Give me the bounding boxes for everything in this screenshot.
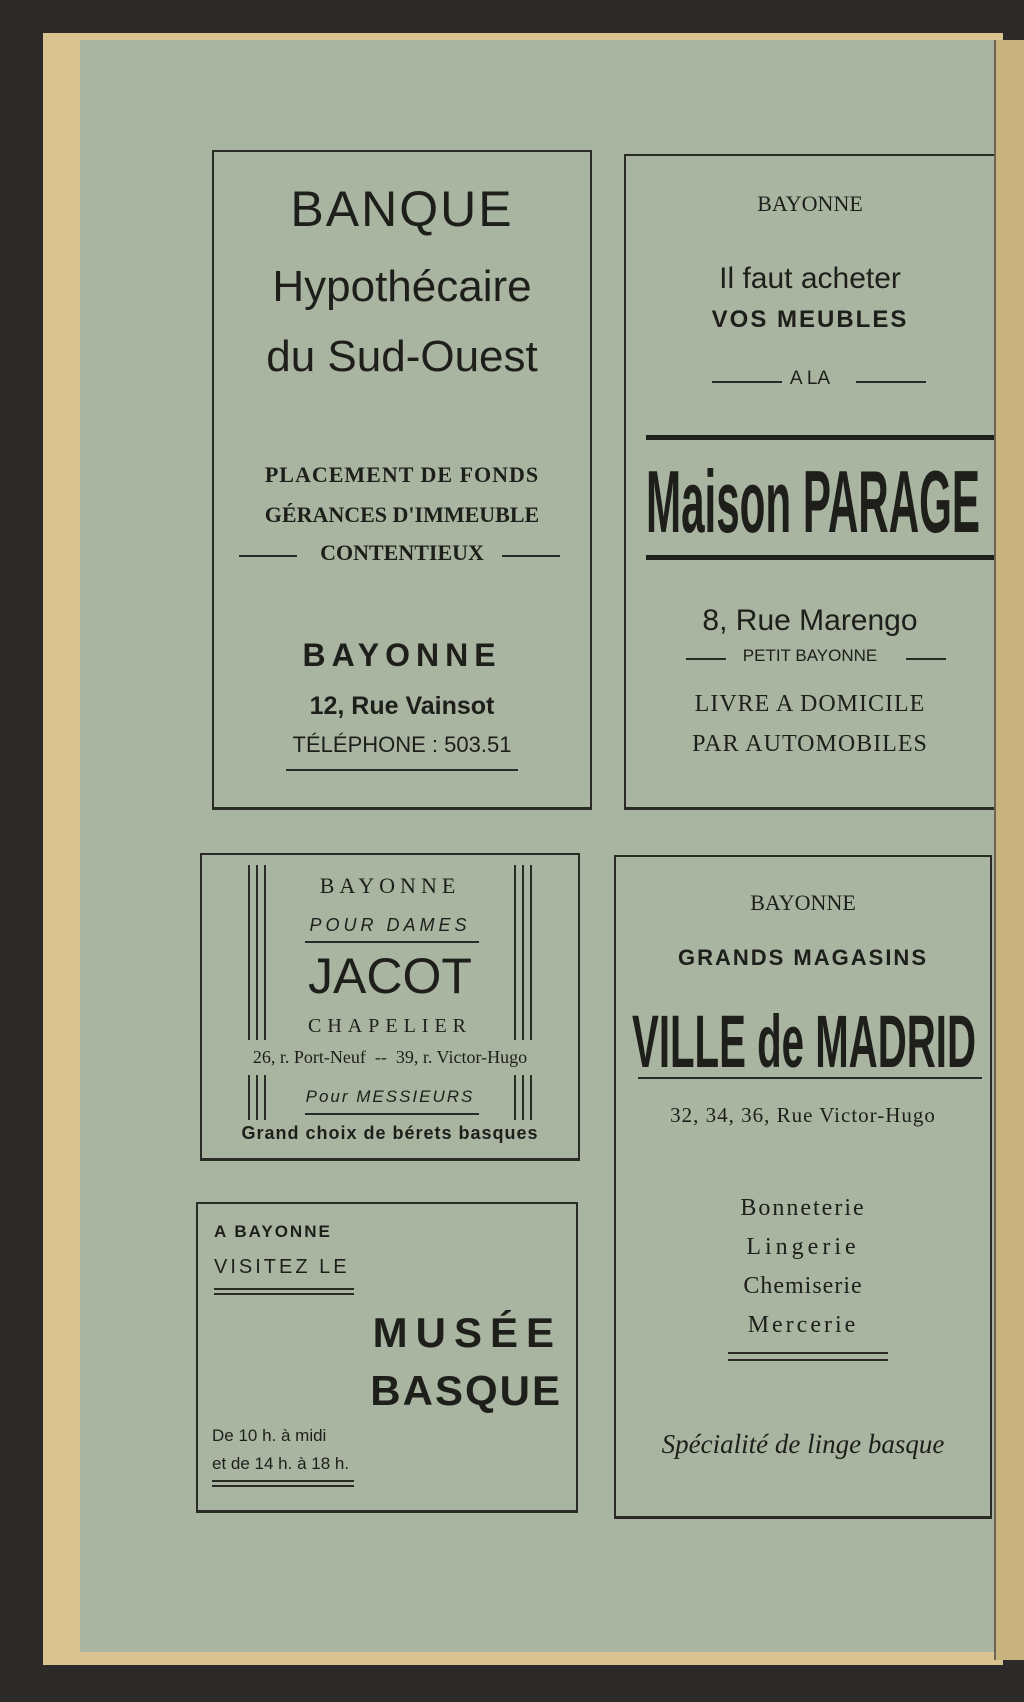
madrid-item: Mercerie xyxy=(747,1312,859,1338)
banque-service: PLACEMENT DE FONDS xyxy=(264,462,540,487)
madrid-name: VILLE de MADRID xyxy=(632,1000,976,1077)
divider xyxy=(502,555,560,557)
madrid-item: Chemiserie xyxy=(743,1273,863,1299)
banque-title: BANQUE xyxy=(290,181,514,237)
madrid-city: BAYONNE xyxy=(750,890,856,915)
parage-line: A LA xyxy=(789,368,831,389)
parage-line: VOS MEUBLES xyxy=(711,306,909,333)
jacot-addresses: 26, r. Port-Neuf -- 39, r. Victor-Hugo xyxy=(252,1047,528,1067)
ad-maison-parage xyxy=(624,154,994,810)
banque-service: GÉRANCES D'IMMEUBLE xyxy=(264,502,540,527)
divider xyxy=(305,1113,479,1115)
musee-name: MUSÉE xyxy=(372,1309,562,1356)
divider xyxy=(646,555,994,560)
parage-address: 8, Rue Marengo xyxy=(702,604,918,637)
divider xyxy=(856,381,926,383)
madrid-item: Bonneterie xyxy=(740,1195,866,1221)
parage-line: Il faut acheter xyxy=(719,262,901,295)
divider xyxy=(286,769,518,771)
divider xyxy=(728,1352,888,1354)
jacot-city: BAYONNE xyxy=(319,873,461,898)
jacot-trade: CHAPELIER xyxy=(308,1015,472,1037)
jacot-gents: Pour MESSIEURS xyxy=(305,1087,475,1106)
ad-ville-de-madrid xyxy=(614,855,992,1519)
ad-banque xyxy=(212,150,592,810)
madrid-item: Lingerie xyxy=(746,1234,860,1260)
jacot-name: JACOT xyxy=(308,948,472,1004)
divider xyxy=(906,658,946,660)
musee-city: A BAYONNE xyxy=(214,1222,332,1241)
musee-visit: VISITEZ LE xyxy=(214,1256,350,1278)
parage-delivery: PAR AUTOMOBILES xyxy=(692,731,928,757)
divider xyxy=(212,1480,354,1482)
divider xyxy=(214,1288,354,1290)
banque-service: CONTENTIEUX xyxy=(320,540,484,565)
parage-name-svg xyxy=(644,446,984,546)
banque-title: Hypothécaire xyxy=(272,262,532,311)
madrid-address: 32, 34, 36, Rue Victor-Hugo xyxy=(670,1103,936,1127)
banque-address: 12, Rue Vainsot xyxy=(309,692,495,720)
banque-city: BAYONNE xyxy=(302,637,502,673)
jacot-tagline: Grand choix de bérets basques xyxy=(241,1123,539,1143)
musee-name: BASQUE xyxy=(370,1367,562,1414)
madrid-line: GRANDS MAGASINS xyxy=(677,945,928,970)
divider xyxy=(214,1293,354,1295)
parage-district: PETIT BAYONNE xyxy=(742,646,878,665)
next-page-edge xyxy=(994,40,1024,1660)
banque-title: du Sud-Ouest xyxy=(266,332,538,381)
musee-hours: De 10 h. à midi xyxy=(212,1426,327,1445)
parage-delivery: LIVRE A DOMICILE xyxy=(694,691,926,717)
ad-jacot xyxy=(200,853,580,1161)
madrid-specialty: Spécialité de linge basque xyxy=(661,1429,945,1459)
divider xyxy=(728,1359,888,1361)
ad-musee-basque xyxy=(196,1202,578,1513)
jacot-ladies: POUR DAMES xyxy=(309,915,471,935)
madrid-name-svg xyxy=(630,997,980,1077)
musee-hours: et de 14 h. à 18 h. xyxy=(212,1454,350,1473)
divider xyxy=(305,941,479,943)
divider xyxy=(646,435,994,440)
parage-city: BAYONNE xyxy=(757,191,863,216)
divider xyxy=(212,1485,354,1487)
parage-name: Maison PARAGE xyxy=(646,452,980,546)
divider xyxy=(638,1077,982,1079)
banque-phone: TÉLÉPHONE : 503.51 xyxy=(292,732,512,757)
